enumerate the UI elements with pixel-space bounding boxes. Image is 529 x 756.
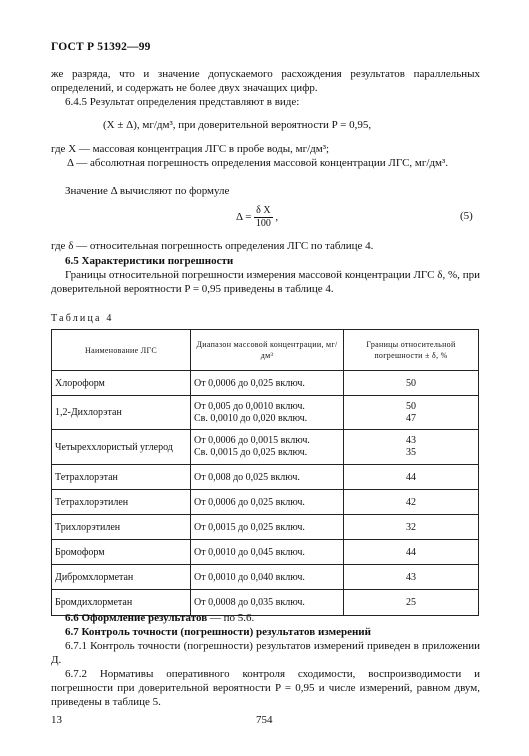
delta-formula	[236, 205, 278, 230]
clause-6-7-1: 6.7.1 Контроль точности (погрешности) результатов измерений приведен в приложении Д.	[51, 640, 480, 666]
intro-paragraph-1: же разряда, что и значение допускаемого расхождения результатов параллельных определений, и содержать не более двух значащих цифр.	[51, 68, 480, 94]
where-delta-line: Δ — абсолютная погрешность определения массовой концентрации ЛГС, мг/дм³.	[67, 157, 449, 169]
table-4-label: Таблица 4	[51, 313, 114, 324]
cell-error-line: 50	[406, 400, 416, 412]
cell-substance: Трихлорэтилен	[52, 515, 191, 540]
cell-error: 44	[344, 540, 479, 565]
cell-substance: Тетрахлорэтан	[52, 465, 191, 490]
clause-6-4-5: 6.4.5 Результат определения представляют в виде:	[65, 96, 300, 108]
cell-range	[191, 430, 344, 465]
cell-substance: Тетрахлорэтилен	[52, 490, 191, 515]
section-6-6-title: 6.6 Оформление результатов	[65, 612, 208, 624]
section-6-5-title: 6.5 Характеристики погрешности	[65, 255, 234, 267]
table-row	[52, 430, 479, 465]
cell-error: 50	[344, 371, 479, 396]
cell-range: От 0,0006 до 0,025 включ.	[191, 490, 344, 515]
table-row	[52, 565, 479, 590]
result-formula: (X ± Δ), мг/дм³, при доверительной вероятности P = 0,95,	[103, 119, 372, 131]
where-x-line: где X — массовая концентрация ЛГС в пробе воды, мг/дм³;	[51, 143, 330, 155]
cell-range: От 0,008 до 0,025 включ.	[191, 465, 344, 490]
cell-substance: 1,2-Дихлорэтан	[52, 396, 191, 430]
cell-error: 43	[344, 565, 479, 590]
cell-error	[344, 396, 479, 430]
cell-error: 44	[344, 465, 479, 490]
cell-range-line: Св. 0,0015 до 0,025 включ.	[194, 447, 308, 458]
table-row	[52, 396, 479, 430]
cell-range: От 0,0008 до 0,035 включ.	[191, 590, 344, 616]
delta-formula-intro: Значение Δ вычисляют по формуле	[65, 185, 230, 197]
cell-error: 32	[344, 515, 479, 540]
delta-fraction-numerator: δ X	[256, 205, 271, 216]
delta-fraction-denominator: 100	[255, 218, 271, 229]
page-number-center: 754	[256, 714, 273, 726]
cell-substance: Бромоформ	[52, 540, 191, 565]
formula-number: (5)	[460, 210, 473, 222]
cell-substance: Хлороформ	[52, 371, 191, 396]
cell-error-line: 47	[406, 412, 416, 424]
header-error: Границы относительной погрешности ± δ, %	[344, 330, 479, 371]
section-6-7-title: 6.7 Контроль точности (погрешности) результатов измерений	[65, 626, 371, 638]
table-4-header-row	[52, 330, 479, 371]
table-row	[52, 540, 479, 565]
clause-6-7-2: 6.7.2 Нормативы оперативного контроля сходимости, воспроизводимости и погрешности при доверительной вероятности P = 0,95 и числе измерений, равном двум, приведены в таблице 5.	[51, 668, 480, 708]
delta-formula-lhs: Δ =	[236, 211, 252, 224]
cell-error	[344, 430, 479, 465]
cell-range-line: Св. 0,0010 до 0,020 включ.	[194, 412, 308, 424]
table-row	[52, 371, 479, 396]
page-number-left: 13	[51, 714, 62, 726]
cell-range: От 0,0006 до 0,025 включ.	[191, 371, 344, 396]
cell-range: От 0,0010 до 0,040 включ.	[191, 565, 344, 590]
header-range: Диапазон массовой концентрации, мг/дм³	[191, 330, 344, 371]
delta-fraction	[254, 205, 272, 230]
cell-range-line: От 0,0006 до 0,0015 включ.	[194, 435, 310, 446]
cell-range-line: От 0,005 до 0,0010 включ.	[194, 400, 305, 412]
section-6-6	[51, 611, 480, 625]
where-delta-relative: где δ — относительная погрешность определения ЛГС по таблице 4.	[51, 240, 374, 252]
section-6-6-text: — по 5.6.	[207, 612, 255, 624]
cell-substance: Бромдихлорметан	[52, 590, 191, 616]
cell-error: 42	[344, 490, 479, 515]
table-4	[51, 329, 479, 616]
table-row	[52, 515, 479, 540]
cell-error: 25	[344, 590, 479, 616]
table-row	[52, 465, 479, 490]
section-6-5-text: Границы относительной погрешности измерения массовой концентрации ЛГС δ, %, при доверительной вероятности P = 0,95 приведены в таблице 4.	[51, 269, 480, 295]
standard-header: ГОСТ Р 51392—99	[51, 41, 151, 53]
cell-substance: Дибромхлорметан	[52, 565, 191, 590]
cell-range	[191, 396, 344, 430]
cell-error-line: 35	[406, 447, 416, 458]
cell-substance: Четыреххлористый углерод	[52, 430, 191, 465]
cell-range: От 0,0015 до 0,025 включ.	[191, 515, 344, 540]
delta-formula-tail: ,	[275, 211, 279, 224]
header-substance: Наименование ЛГС	[52, 330, 191, 371]
table-row	[52, 490, 479, 515]
cell-range: От 0,0010 до 0,045 включ.	[191, 540, 344, 565]
cell-error-line: 43	[406, 435, 416, 446]
